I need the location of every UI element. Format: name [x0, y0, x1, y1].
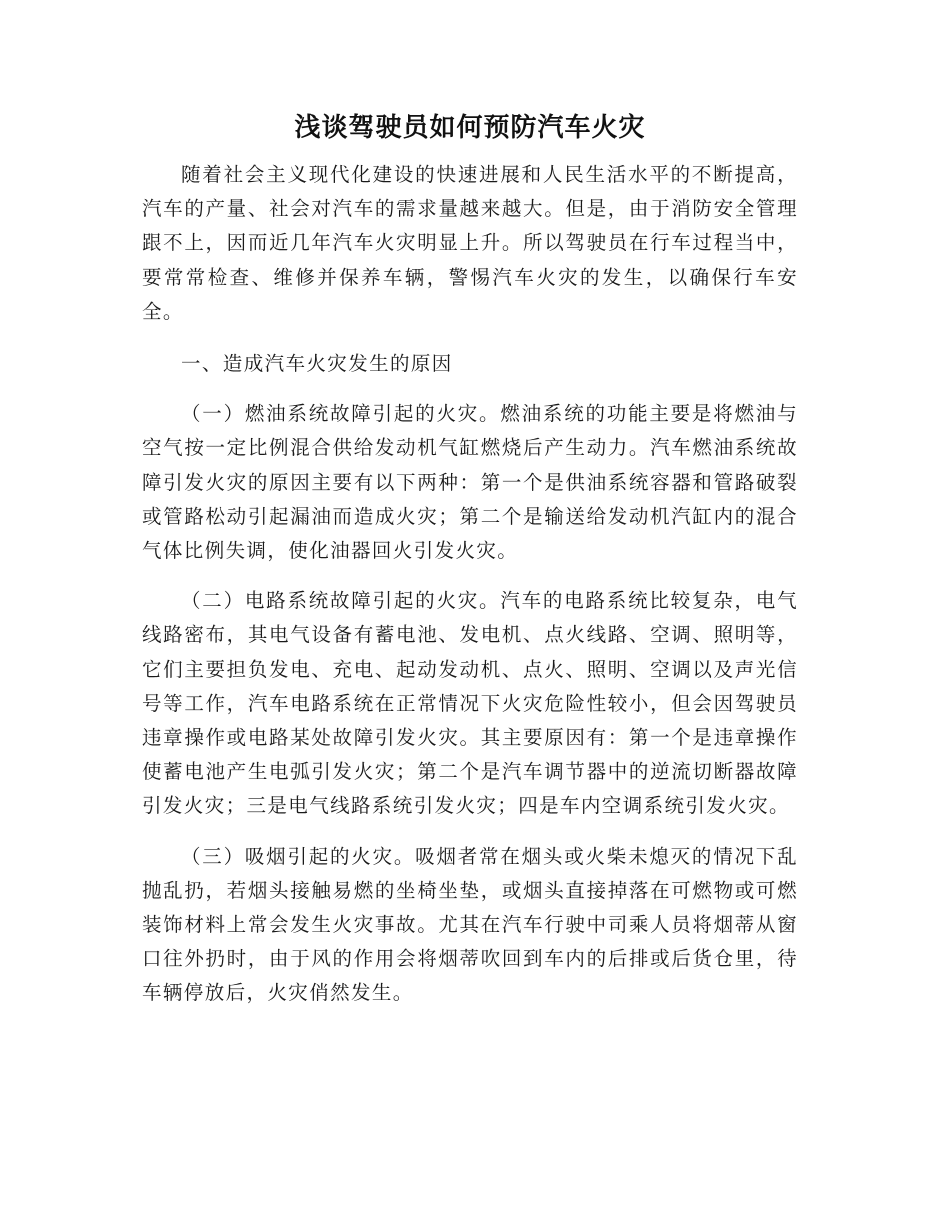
cause-electrical-system-paragraph: （二）电路系统故障引起的火灾。汽车的电路系统比较复杂，电气线路密布，其电气设备有蓄电池、发电机、点火线路、空调、照明等，它们主要担负发电、充电、起动发动机、点火、照明、空调以及声光信号等工作，汽车电路系统在正常情况下火灾危险性较小，但会因驾驶员违章操作或电路某处故障引发火灾。其主要原因有：第一个是违章操作使蓄电池产生电弧引发火灾；第二个是汽车调节器中的逆流切断器故障引发火灾；三是电气线路系统引发火灾；四是车内空调系统引发火灾。	[142, 589, 798, 818]
cause-fuel-system-paragraph: （一）燃油系统故障引起的火灾。燃油系统的功能主要是将燃油与空气按一定比例混合供给发动机气缸燃烧后产生动力。汽车燃油系统故障引发火灾的原因主要有以下两种：第一个是供油系统容器和管路破裂或管路松动引起漏油而造成火灾；第二个是输送给发动机汽缸内的混合气体比例失调，使化油器回火引发火灾。	[142, 402, 798, 563]
section-heading: 一、造成汽车火灾发生的原因	[181, 352, 453, 376]
intro-paragraph: 随着社会主义现代化建设的快速进展和人民生活水平的不断提高，汽车的产量、社会对汽车的需求量越来越大。但是，由于消防安全管理跟不上，因而近几年汽车火灾明显上升。所以驾驶员在行车过程当中，要常常检查、维修并保养车辆，警惕汽车火灾的发生，以确保行车安全。	[142, 163, 798, 323]
cause-smoking-paragraph: （三）吸烟引起的火灾。吸烟者常在烟头或火柴未熄灭的情况下乱抛乱扔，若烟头接触易燃的坐椅坐垫，或烟头直接掉落在可燃物或可燃装饰材料上常会发生火灾事故。尤其在汽车行驶中司乘人员将烟蒂从窗口往外扔时，由于风的作用会将烟蒂吹回到车内的后排或后货仓里，待车辆停放后，火灾俏然发生。	[142, 844, 798, 1005]
document-title: 浅谈驾驶员如何预防汽车火灾	[294, 113, 646, 143]
document-page	[142, 108, 798, 1011]
